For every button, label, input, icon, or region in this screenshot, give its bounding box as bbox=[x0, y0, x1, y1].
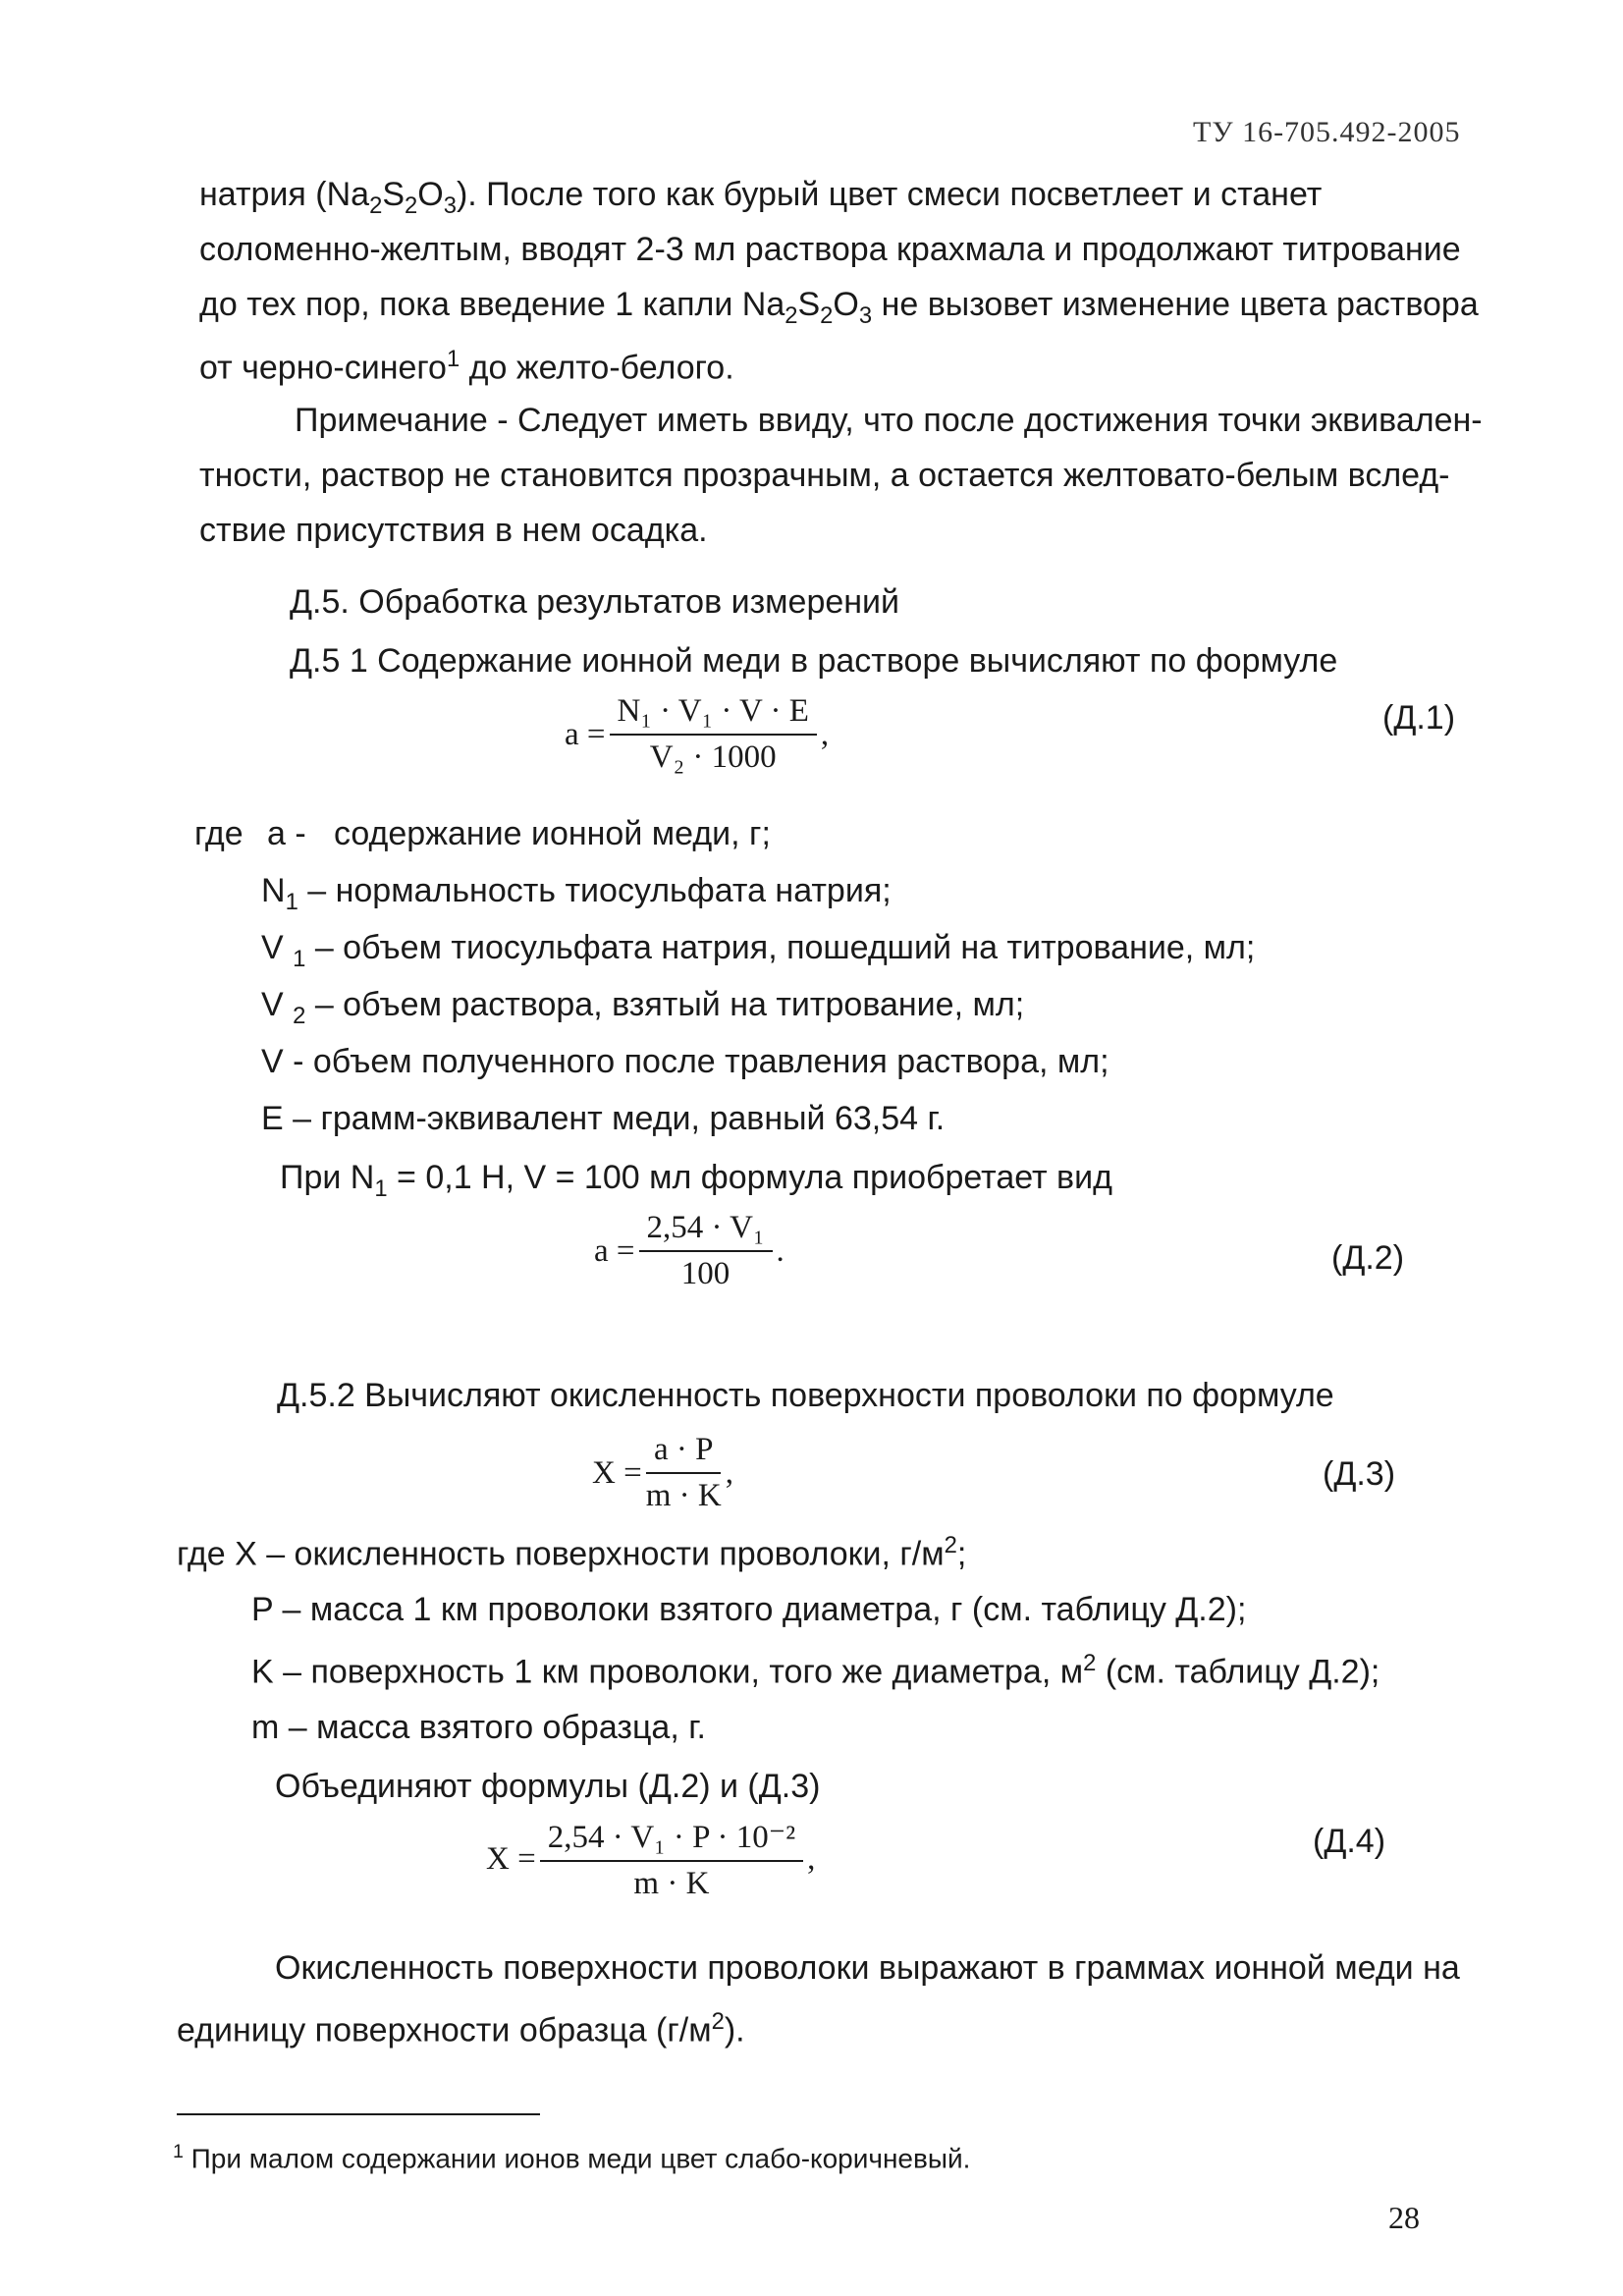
intro-line-2: соломенно-желтым, вводят 2-3 мл раствора крахмала и продолжают титрование bbox=[199, 231, 1461, 268]
final-line-1: Окисленность поверхности проволоки выражают в граммах ионной меди на bbox=[275, 1949, 1460, 1987]
equation-tail: , bbox=[725, 1454, 733, 1491]
where-a-desc: содержание ионной меди, г; bbox=[334, 815, 771, 852]
equation-numerator: 2,54 · V₁ · P · 10⁻² bbox=[540, 1817, 803, 1862]
condition-text: При $N_1 = 0,1$ Н, V = 100 мл формула приобретает вид bbox=[280, 1159, 1112, 1202]
equation-tail: , bbox=[807, 1841, 816, 1877]
equation-d4 bbox=[486, 1817, 815, 1902]
equation-d3-label: (Д.3) bbox=[1323, 1455, 1396, 1493]
equation-denominator: 100 bbox=[680, 1256, 730, 1291]
equation-numerator: N₁ · V₁ · V · E bbox=[610, 693, 817, 736]
where-k: K – поверхность 1 км проволоки, того же диаметра, $м^2$ (см. таблицу Д.2); bbox=[251, 1650, 1380, 1691]
equation-d4-label: (Д.4) bbox=[1313, 1823, 1386, 1860]
note-line-3: ствие присутствия в нем осадка. bbox=[199, 512, 708, 549]
equation-tail: . bbox=[776, 1232, 784, 1269]
note-line-1: Примечание - Следует иметь ввиду, что после достижения точки эквивален- bbox=[295, 402, 1483, 439]
equation-lhs: a = bbox=[565, 716, 606, 752]
equation-lhs: X = bbox=[486, 1841, 536, 1877]
section-d51-text: Д.5 1 Содержание ионной меди в растворе вычисляют по формуле bbox=[290, 642, 1338, 680]
footnote bbox=[173, 2141, 970, 2174]
page-number: 28 bbox=[1388, 2200, 1420, 2235]
equation-numerator: 2,54 · V₁ bbox=[639, 1210, 773, 1252]
equation-lhs: a = bbox=[594, 1232, 635, 1269]
where-intro: где bbox=[194, 815, 243, 852]
combine-text: Объединяют формулы (Д.2) и (Д.3) bbox=[275, 1768, 821, 1805]
final-line-2: единицу поверхности образца $(г/м^2)$. bbox=[177, 2008, 745, 2050]
section-d5-title: Д.5. Обработка результатов измерений bbox=[290, 583, 900, 621]
where-p: P – масса 1 км проволоки взятого диаметра, г (см. таблицу Д.2); bbox=[251, 1591, 1247, 1628]
where-v2: V $_2$ – объем раствора, взятый на титрование, мл; bbox=[261, 986, 1025, 1029]
equation-tail: , bbox=[820, 716, 830, 752]
footnote-text: При малом содержании ионов меди цвет слабо-коричневый. bbox=[183, 2143, 971, 2174]
document-code: ТУ 16-705.492-2005 bbox=[1193, 116, 1461, 148]
where-e: E – грамм-эквивалент меди, равный 63,54 г. bbox=[261, 1100, 946, 1137]
equation-d2-label: (Д.2) bbox=[1331, 1239, 1405, 1277]
where-a-symbol: a - bbox=[267, 815, 306, 852]
equation-denominator: m · K bbox=[645, 1478, 722, 1513]
where-m: m – масса взятого образца, г. bbox=[251, 1709, 706, 1746]
where-n1: $N_1$ – нормальность тиосульфата натрия; bbox=[261, 872, 892, 915]
section-d52-text: Д.5.2 Вычисляют окисленность поверхности проволоки по формуле bbox=[277, 1377, 1334, 1414]
where-v: V - объем полученного после травления раствора, мл; bbox=[261, 1043, 1109, 1080]
equation-d1 bbox=[565, 693, 829, 776]
note-line-2: тности, раствор не становится прозрачным, а остается желтовато-белым вслед- bbox=[199, 457, 1450, 494]
equation-d2 bbox=[594, 1210, 784, 1292]
where-v1: V $_1$ – объем тиосульфата натрия, пошедший на титрование, мл; bbox=[261, 929, 1256, 972]
intro-line-3: до тех пор, пока введение 1 капли $Na_2S_2O_3$ не вызовет изменение цвета раствора bbox=[199, 286, 1479, 329]
equation-d1-label: (Д.1) bbox=[1382, 699, 1456, 737]
equation-numerator: a · P bbox=[646, 1432, 722, 1474]
intro-line-4: от черно-синего$^1$ до желто-белого. bbox=[199, 346, 734, 387]
intro-line-1: натрия $(Na_2S_2O_3)$. После того как бурый цвет смеси посветлеет и станет bbox=[199, 176, 1323, 219]
footnote-marker: 1 bbox=[173, 2141, 184, 2162]
equation-denominator: V₂ · 1000 bbox=[649, 739, 777, 775]
equation-denominator: m · K bbox=[633, 1866, 710, 1901]
where-x: где X – окисленность поверхности проволоки, $г/м^2$; bbox=[177, 1532, 967, 1573]
equation-lhs: X = bbox=[592, 1454, 642, 1491]
footnote-rule bbox=[177, 2113, 540, 2115]
equation-d3 bbox=[592, 1432, 733, 1514]
